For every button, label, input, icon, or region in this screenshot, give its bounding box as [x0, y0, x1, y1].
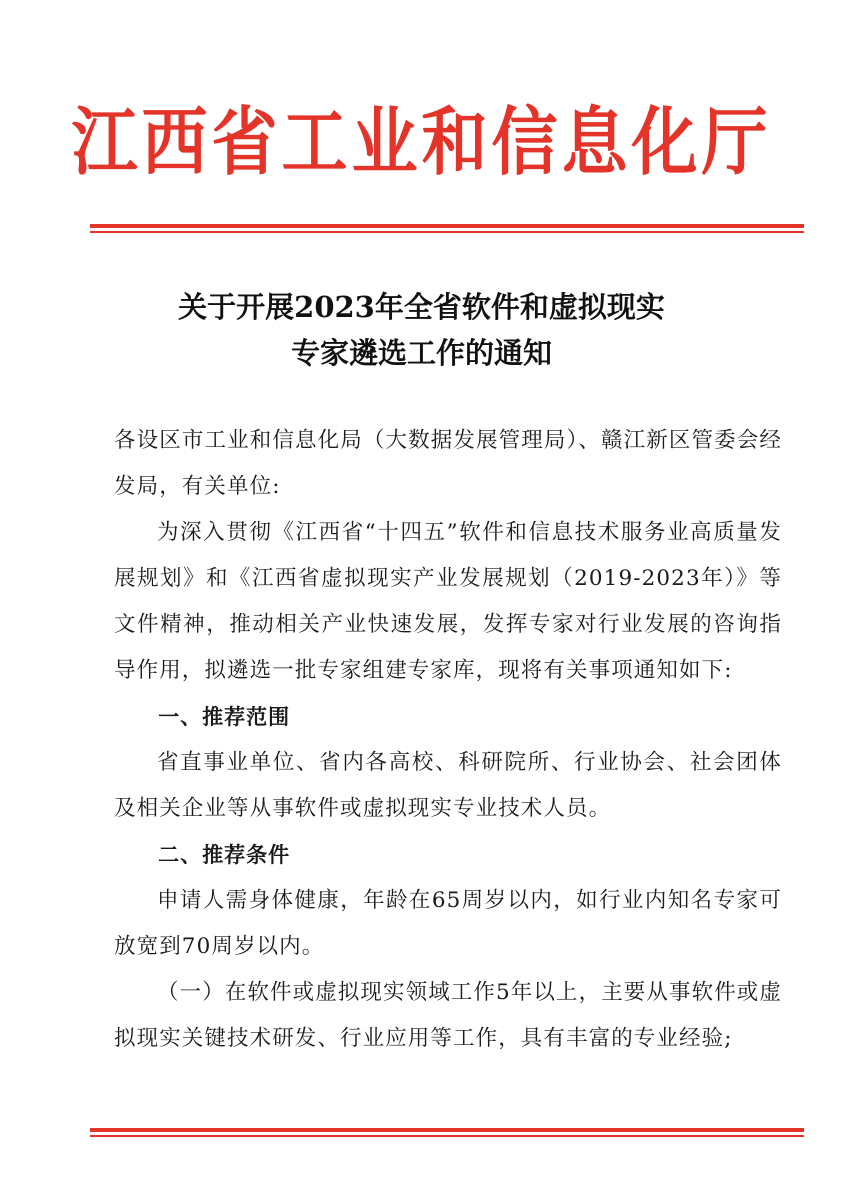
issuer-masthead: 江西省工业和信息化厅 [71, 99, 772, 186]
section-heading-scope: 一、推荐范围 [158, 705, 291, 729]
masthead-divider [90, 224, 804, 233]
document-title-line-1: 关于开展2023年全省软件和虚拟现实 [178, 290, 665, 324]
section-scope-body: 省直事业单位、省内各高校、科研院所、行业协会、社会团体及相关企业等从事软件或虚拟现实专业技术人员。 [114, 750, 782, 821]
section-heading-conditions: 二、推荐条件 [158, 843, 291, 867]
footer-divider [90, 1128, 804, 1137]
document-title [0, 284, 843, 376]
intro-paragraph: 为深入贯彻《江西省“十四五”软件和信息技术服务业高质量发展规划》和《江西省虚拟现实产业发展规划（2019-2023年）》等文件精神，推动相关产业快速发展，发挥专家对行业发展的咨询指导作用，拟遴选一批专家组建专家库，现将有关事项通知如下: [114, 520, 782, 683]
salutation: 各设区市工业和信息化局（大数据发展管理局）、赣江新区管委会经发局，有关单位: [114, 428, 782, 499]
document-body [114, 418, 782, 1062]
section-conditions-body: 申请人需身体健康，年龄在65周岁以内，如行业内知名专家可放宽到70周岁以内。 [114, 888, 782, 959]
condition-item-1: （一）在软件或虚拟现实领域工作5年以上，主要从事软件或虚拟现实关键技术研发、行业应用等工作，具有丰富的专业经验; [114, 980, 782, 1051]
document-title-line-2: 专家遴选工作的通知 [290, 336, 552, 370]
